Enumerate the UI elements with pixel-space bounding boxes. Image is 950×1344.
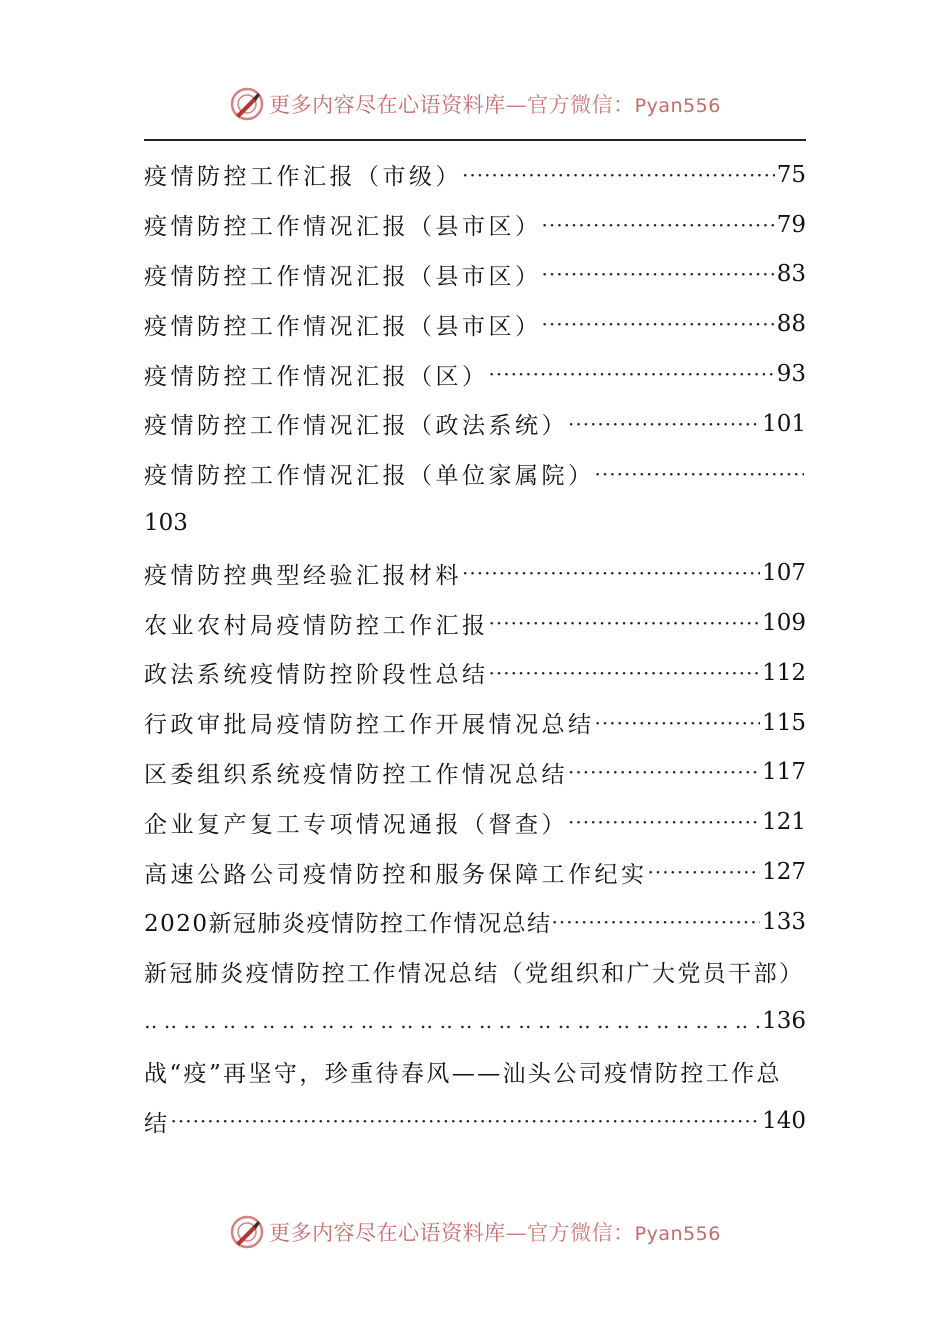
toc-entry-continuation[interactable] <box>144 1096 806 1146</box>
toc-entry[interactable] <box>144 548 806 598</box>
toc-title: 企业复产复工专项情况通报（督查） <box>144 811 568 838</box>
toc-page: 115 <box>762 709 806 736</box>
toc-entry[interactable] <box>144 299 806 349</box>
toc-title: 农业农村局疫情防控工作汇报 <box>144 612 489 639</box>
toc-leader <box>462 561 760 585</box>
toc-entry[interactable] <box>144 897 806 947</box>
header-divider <box>144 139 806 141</box>
pen-logo-icon <box>229 86 265 122</box>
toc-page: 107 <box>762 560 806 587</box>
toc-entry[interactable] <box>144 150 806 200</box>
watermark-dash: — <box>505 1221 528 1245</box>
toc-page: 109 <box>762 610 806 637</box>
toc-page: 127 <box>762 859 806 886</box>
toc-leader <box>462 163 775 187</box>
watermark-brand: 更多内容尽在心语资料库 <box>269 93 506 117</box>
toc-entry[interactable] <box>144 449 806 499</box>
toc-title: 新冠肺炎疫情防控工作情况总结（党组织和广大党员干部） <box>144 961 805 988</box>
pen-logo-icon <box>229 1214 265 1250</box>
toc-entry-continuation[interactable] <box>144 499 806 549</box>
toc-entry[interactable] <box>144 399 806 449</box>
header-watermark <box>0 84 950 124</box>
toc-entry[interactable] <box>144 349 806 399</box>
watermark-suffix: 官方微信： <box>527 1221 635 1245</box>
toc-title: 疫情防控工作汇报（市级） <box>144 164 462 191</box>
toc-title: 战“疫”再坚守，珍重待春风——汕头公司疫情防控工作总 <box>144 1060 782 1087</box>
toc-entry[interactable] <box>144 1046 806 1096</box>
toc-entry[interactable] <box>144 698 806 748</box>
toc-entry[interactable] <box>144 200 806 250</box>
watermark-suffix: 官方微信： <box>527 93 635 117</box>
watermark-brand: 更多内容尽在心语资料库 <box>269 1221 506 1245</box>
toc-title: 疫情防控工作情况汇报（单位家属院） <box>144 463 595 490</box>
toc-entry[interactable] <box>144 748 806 798</box>
toc-page: 75 <box>776 161 806 188</box>
toc-page: 79 <box>776 211 806 238</box>
toc-entry[interactable] <box>144 250 806 300</box>
toc-title: 结 <box>144 1110 171 1137</box>
toc-entry[interactable] <box>144 598 806 648</box>
toc-title: 2020新冠肺炎疫情防控工作情况总结 <box>144 911 552 938</box>
toc-title: 疫情防控工作情况汇报（县市区） <box>144 263 542 290</box>
watermark-dash: — <box>505 93 528 117</box>
toc-entry-continuation[interactable] <box>144 997 806 1047</box>
toc-title: 区委组织系统疫情防控工作情况总结 <box>144 761 568 788</box>
toc-leader <box>568 760 760 784</box>
toc-title: 高速公路公司疫情防控和服务保障工作纪实 <box>144 861 648 888</box>
toc-leader <box>542 213 775 237</box>
toc-page: 112 <box>762 659 806 686</box>
toc-title: 疫情防控工作情况汇报（县市区） <box>144 214 542 241</box>
toc-title: 疫情防控工作情况汇报（区） <box>144 363 489 390</box>
toc-leader <box>568 412 760 436</box>
toc-leader <box>542 262 775 286</box>
toc-page: 121 <box>762 809 806 836</box>
toc-title: 行政审批局疫情防控工作开展情况总结 <box>144 712 595 739</box>
watermark-code: Pyan556 <box>634 1223 721 1245</box>
toc-leader <box>489 611 761 635</box>
watermark-text <box>269 1217 721 1247</box>
watermark-code: Pyan556 <box>634 95 721 117</box>
toc-entry[interactable] <box>144 797 806 847</box>
toc-page: 88 <box>776 311 806 338</box>
toc-title: 疫情防控典型经验汇报材料 <box>144 562 462 589</box>
toc-leader <box>144 1009 760 1033</box>
toc-title: 政法系统疫情防控阶段性总结 <box>144 662 489 689</box>
watermark-text <box>269 89 721 119</box>
toc-entry[interactable] <box>144 648 806 698</box>
toc-leader <box>489 661 761 685</box>
toc-page: 117 <box>762 759 806 786</box>
toc-page: 101 <box>762 410 806 437</box>
toc-title: 疫情防控工作情况汇报（县市区） <box>144 313 542 340</box>
toc-leader <box>648 860 761 884</box>
toc-page: 93 <box>776 361 806 388</box>
toc-leader <box>595 462 805 486</box>
toc-leader <box>542 312 775 336</box>
toc-leader <box>489 362 775 386</box>
toc-page: 133 <box>762 908 806 935</box>
toc-page: 83 <box>776 261 806 288</box>
toc-leader <box>595 711 761 735</box>
toc-entry[interactable] <box>144 947 806 997</box>
toc-title: 疫情防控工作情况汇报（政法系统） <box>144 413 568 440</box>
toc-page: 103 <box>144 510 188 537</box>
footer-watermark <box>0 1212 950 1252</box>
toc-leader <box>552 910 761 934</box>
toc-entry[interactable] <box>144 847 806 897</box>
toc-leader <box>171 1109 761 1133</box>
toc-page: 136 <box>762 1008 806 1035</box>
table-of-contents <box>144 150 806 1146</box>
toc-page: 140 <box>762 1108 806 1135</box>
toc-leader <box>568 810 760 834</box>
